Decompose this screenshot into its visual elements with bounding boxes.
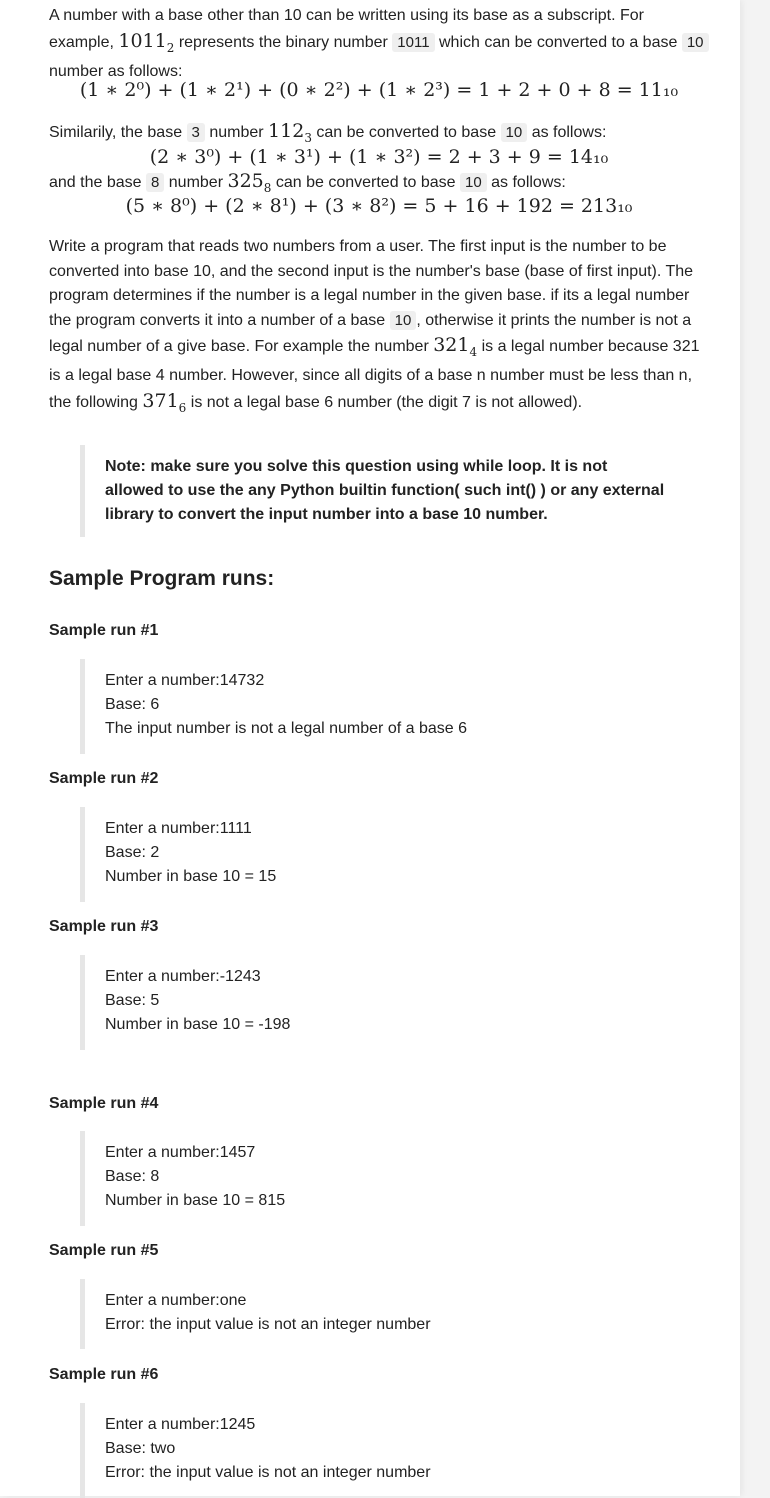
inline-code: 10 xyxy=(460,173,487,192)
run-output-3 xyxy=(80,955,665,1050)
task-paragraph: Write a program that reads two numbers from a user. The first input is the number to be converted into base 10, and the second input is the number's base (base of first input). The program determines if the number is a legal number in the given base. if its a legal number the program converts it into a number of a base 10 , otherwise it prints the number is not a legal number of a give base. For example the number $321_4$ is a legal number because 321 is a legal base 4 number. However, since all digits of a base n number must be less than n, the following $371_6$ is not a legal base 6 number (the digit 7 is not allowed). xyxy=(49,238,700,415)
run-line: Number in base 10 = 15 xyxy=(105,868,277,886)
intro-text: represents the binary number xyxy=(178,33,388,51)
math-112-3: $112_3$ xyxy=(268,120,312,145)
math-371-6: $371_6$ xyxy=(142,389,187,415)
run-output-5 xyxy=(80,1279,665,1349)
note-blockquote xyxy=(80,445,665,537)
run-line: Base: 2 xyxy=(105,844,160,862)
run-output-2 xyxy=(80,807,665,902)
run-output-1 xyxy=(80,659,665,754)
run-line: The input number is not a legal number of a base 6 xyxy=(105,720,467,738)
run-line: Base: 5 xyxy=(105,992,160,1010)
run-line: Error: the input value is not an integer number xyxy=(105,1316,431,1334)
intro-paragraph xyxy=(49,4,709,84)
run-line: Number in base 10 = 815 xyxy=(105,1192,286,1210)
run-line: Enter a number:1457 xyxy=(105,1144,256,1161)
note-text: Note: make sure you solve this question using while loop. It is not allowed to use the any Python builtin function( such int() ) or any external library to convert the input number into a base 10 number. xyxy=(105,458,665,523)
equation-3: (5 ∗ 8⁰) + (2 ∗ 8¹) + (3 ∗ 8²) = 5 + 16 + 192 = 213₁₀ xyxy=(125,195,633,217)
run-output-6 xyxy=(80,1403,665,1498)
run-output-4 xyxy=(80,1131,665,1226)
run-line: Enter a number:1245 xyxy=(105,1416,256,1433)
run-title-3: Sample run #3 xyxy=(49,918,159,935)
inline-code: 1011 xyxy=(392,33,434,52)
intro-text: A number with a base other than 10 can be written using its base as a subscript. For example, xyxy=(49,7,644,51)
octal-paragraph: and the base 8 number $325_8$ can be converted to base 10 as follows: xyxy=(49,170,566,195)
inline-code: 10 xyxy=(390,311,417,330)
intro-text: number as follows: xyxy=(49,62,183,80)
inline-code: 8 xyxy=(146,173,164,192)
run-line: Error: the input value is not an integer number xyxy=(105,1464,431,1482)
intro-text: which can be converted to a base xyxy=(439,33,678,51)
run-title-1: Sample run #1 xyxy=(49,622,159,639)
math-1011-2: $1011_2$ xyxy=(118,29,175,55)
run-line: Base: two xyxy=(105,1440,176,1458)
inline-code: 10 xyxy=(682,33,709,52)
inline-code: 10 xyxy=(501,123,528,142)
math-325-8: $325_8$ xyxy=(227,170,272,195)
math-321-4: $321_4$ xyxy=(433,334,478,359)
run-line: Number in base 10 = -198 xyxy=(105,1016,291,1034)
run-title-5: Sample run #5 xyxy=(49,1242,159,1259)
equation-2: (2 ∗ 3⁰) + (1 ∗ 3¹) + (1 ∗ 3²) = 2 + 3 + 9 = 14₁₀ xyxy=(149,146,609,168)
run-line: Enter a number:1111 xyxy=(105,820,252,837)
sample-runs-heading: Sample Program runs: xyxy=(49,567,275,590)
inline-code: 3 xyxy=(187,123,205,142)
run-title-2: Sample run #2 xyxy=(49,770,159,787)
run-line: Base: 8 xyxy=(105,1168,160,1186)
run-title-4: Sample run #4 xyxy=(49,1095,159,1112)
run-line: Enter a number:-1243 xyxy=(105,968,261,985)
equation-1: (1 ∗ 2⁰) + (1 ∗ 2¹) + (0 ∗ 2²) + (1 ∗ 2³) = 1 + 2 + 0 + 8 = 11₁₀ xyxy=(79,79,679,101)
run-line: Enter a number:14732 xyxy=(105,672,265,689)
similar-paragraph: Similarily, the base 3 number $112_3$ can be converted to base 10 as follows: xyxy=(49,120,607,145)
run-title-6: Sample run #6 xyxy=(49,1366,159,1383)
run-line: Base: 6 xyxy=(105,696,160,714)
run-line: Enter a number:one xyxy=(105,1292,247,1309)
